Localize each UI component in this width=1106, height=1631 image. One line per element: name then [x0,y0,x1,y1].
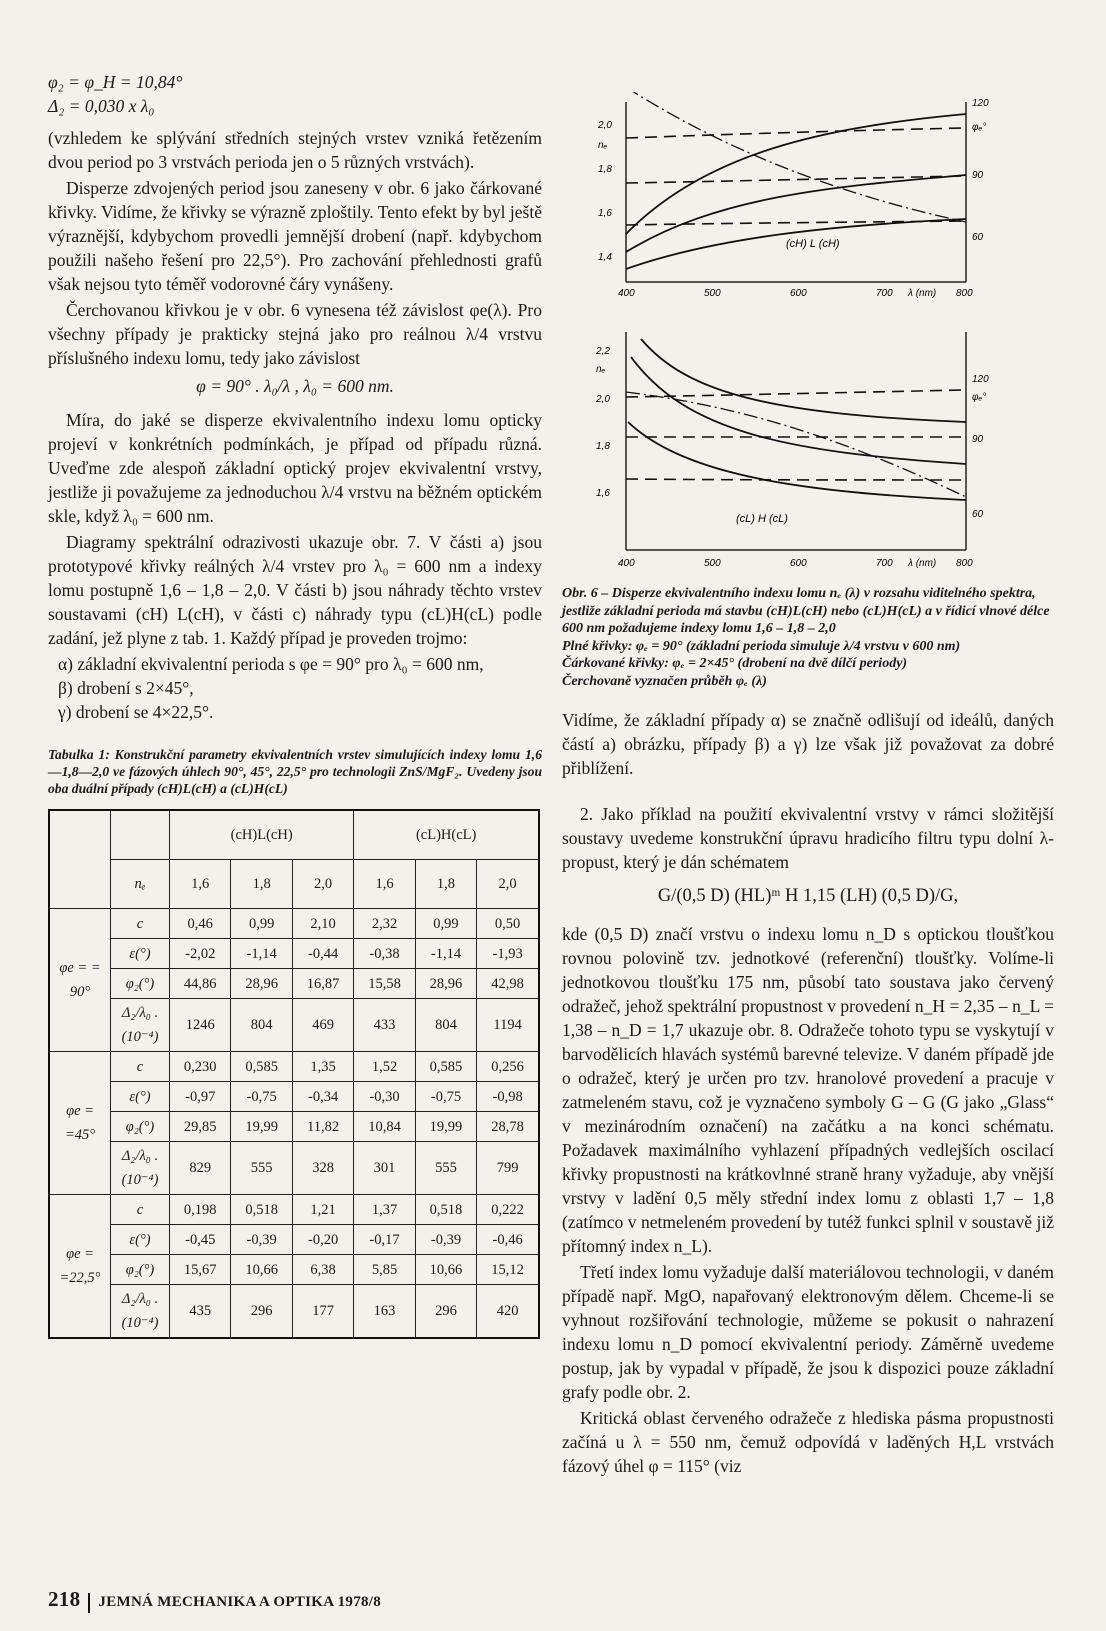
table-param-cell: φ₂(°) [111,969,170,999]
table-cell: 10,66 [415,1255,476,1285]
table-param-cell: Δ₂/λ₀ . (10⁻⁴) [111,1285,170,1339]
table-header-blank [111,810,170,860]
table-cell: 435 [170,1285,231,1339]
y2-tick-label: 60 [972,232,984,243]
table-cell: 799 [477,1142,539,1195]
table-row [49,1225,539,1255]
table-param-cell: Δ₂/λ₀ . (10⁻⁴) [111,1142,170,1195]
table-cell: 29,85 [170,1112,231,1142]
figure-caption [562,585,1054,690]
y2-tick-label: 120 [972,98,989,109]
table-cell: 0,585 [231,1052,292,1082]
paragraph-1: (vzhledem ke splývání středních stejných vrstev vzniká řetězením dvou period po 3 vrstvách perioda jen o 5 různých vrstvách). [48,128,542,172]
table-cell: 296 [231,1285,292,1339]
table-block-label: φe = =45° [49,1052,111,1195]
table-cell: -1,14 [231,939,292,969]
table-cell: 1194 [477,999,539,1052]
figure-caption-line: Čerchovaně vyznačen průběh φₑ (λ) [562,673,767,689]
table-ne-value: 2,0 [292,860,353,909]
y2-axis-label: φₑ° [972,392,987,403]
table-cell: 0,518 [231,1195,292,1225]
table-cell: 1,52 [354,1052,415,1082]
table-cell: 0,50 [477,909,539,939]
table-cell: 555 [415,1142,476,1195]
table-cell: 829 [170,1142,231,1195]
plot-bottom [595,332,989,569]
table-group-header: (cH)L(cH) [170,810,354,860]
paragraph-3: Čerchovanou křivkou je v obr. 6 vynesena též závislost φe(λ). Pro všechny případy je prakticky stejná jako pro reálnou λ/4 vrstvu příslušného indexu lomu, tedy jako závislost [48,300,542,368]
figure-caption-line: Plné křivky: φₑ = 90° (základní perioda simuluje λ/4 vrstvu v 600 nm) [562,638,961,654]
table-cell: -0,46 [477,1225,539,1255]
table-cell: -0,75 [415,1082,476,1112]
table-cell: 2,32 [354,909,415,939]
paragraph-5: Diagramy spektrální odrazivosti ukazuje obr. 7. V části a) jsou prototypové křivky reálných λ/4 vrstev pro λ₀ = 600 nm a indexy lomu postupně 1,6 – 1,8 – 2,0. V části b) jsou náhrady těchto vrstev soustavami (cH) L(cH), v části c) náhrady typu (cL)H(cL) podle zadání, jež plyne z tab. 1. Každý případ je proveden trojmo: [48,532,542,648]
table-cell: -0,38 [354,939,415,969]
equation-phi: φ = 90° . λ₀/λ , λ₀ = 600 nm. [196,376,394,396]
table-cell: 44,86 [170,969,231,999]
list-item-alpha: α) základní ekvivalentní perioda s φe = 90° pro λ₀ = 600 nm, [58,654,484,674]
table-cell: 163 [354,1285,415,1339]
table-body [49,909,539,1339]
x-tick-label: 700 [876,558,893,569]
footer-divider [88,1593,90,1613]
x-tick-label: 600 [790,558,807,569]
table-cell: -0,39 [415,1225,476,1255]
y2-axis-label: φₑ° [972,122,987,133]
table-corner [49,810,111,909]
table-cell: -0,44 [292,939,353,969]
table-ne-value: 1,8 [415,860,476,909]
table-ne-value: 1,6 [170,860,231,909]
table-ne-value: 2,0 [477,860,539,909]
table-cell: -0,39 [231,1225,292,1255]
x-axis-label: λ (nm) [908,288,937,299]
table-cell: 0,256 [477,1052,539,1082]
table-cell: 19,99 [231,1112,292,1142]
table-cell: 42,98 [477,969,539,999]
plot-top [597,92,989,299]
plot-bottom-label: (cL) H (cL) [736,513,788,525]
table-cell: 0,99 [415,909,476,939]
y2-tick-label: 90 [972,170,984,181]
y-axis-label: nₑ [598,140,608,151]
table-cell: 1246 [170,999,231,1052]
table-cell: -0,20 [292,1225,353,1255]
table-cell: 16,87 [292,969,353,999]
x-tick-label: 400 [618,288,635,299]
paragraph-right-3: kde (0,5 D) značí vrstvu o indexu lomu n_D s optickou tloušťkou rovnou polovině tzv. jednotkové (referenční) tloušťky. Volíme-li jednotkovou tloušťku 175 nm, působí tato soustava jako červený odražeč, jehož spektrální propustnost v provedení n_H = 2,35 – n_L = 1,38 – n_D = 1,7 ukazuje obr. 8. Odražeče tohoto typu se vyskytují v barvodělicích hlavách systémů barevné televize. V daném případě jde o odražeč, který je určen pro tzv. hranolové provedení a pracuje v zatmeleném stavu, což je vyznačeno symboly G – G (G jako „Glass“ v mezinárodním označení) na začátku a na konci schématu. Požadavek maximálního vyhlazení případných vedlejších oscilací křivky propustnosti na krátkovlnné straně hrany vyžaduje, aby vnější vrstvy v ladění 0,5 měly střední index lomu z oblasti 1,7 – 1,8 (zatímco v netmeleném provedení by tutéž funkci splnil v soustavě již přítomný index n_L). [562,924,1054,1256]
x-tick-label: 500 [704,288,721,299]
table-cell: 0,518 [415,1195,476,1225]
table-cell: 15,12 [477,1255,539,1285]
table-cell: 19,99 [415,1112,476,1142]
table-cell: -0,97 [170,1082,231,1112]
right-column [562,585,1054,1480]
figure-caption-line: Obr. 6 – Disperze ekvivalentního indexu lomu nₑ (λ) v rozsahu viditelného spektra, jestliže základní perioda má stavbu (cH)L(cH) nebo (cL)H(cL) a v řídicí vlnové délce 600 nm požadujeme indexy lomu 1,6 – 1,8 – 2,0 [562,586,1050,636]
table-cell: -0,34 [292,1082,353,1112]
table-cell: 10,84 [354,1112,415,1142]
table-row [49,1082,539,1112]
x-tick-label: 600 [790,288,807,299]
paragraph-right-5: Kritická oblast červeného odražeče z hlediska pásma propustnosti začíná u λ = 550 nm, čemuž odpovídá v laděných H,L vrstvách fázový úhel φ = 115° (viz [562,1408,1054,1476]
table-param-cell: ε(°) [111,1082,170,1112]
table-cell: 0,99 [231,909,292,939]
y-tick-label: 1,6 [598,208,612,219]
table-cell: 0,46 [170,909,231,939]
table-row [49,1052,539,1082]
y-tick-label: 2,2 [596,346,610,357]
table-group-header: (cL)H(cL) [354,810,539,860]
table-cell: -0,98 [477,1082,539,1112]
filter-formula: G/(0,5 D) (HL)ᵐ H 1,15 (LH) (0,5 D)/G, [657,886,959,906]
table-cell: 301 [354,1142,415,1195]
table-cell: -0,75 [231,1082,292,1112]
table-param-cell: c [111,909,170,939]
parameter-table [48,809,540,1339]
table-cell: 0,198 [170,1195,231,1225]
y2-tick-label: 120 [972,374,989,385]
table-row [49,939,539,969]
table-cell: -0,30 [354,1082,415,1112]
y-tick-label: 2,0 [598,120,612,131]
table-cell: 296 [415,1285,476,1339]
y-tick-label: 1,8 [598,164,612,175]
table-param-cell: ε(°) [111,939,170,969]
left-column [48,70,542,1339]
table-cell: 0,230 [170,1052,231,1082]
table-param-cell: c [111,1195,170,1225]
table-cell: 28,96 [415,969,476,999]
table-cell: 555 [231,1142,292,1195]
table-param-cell: Δ₂/λ₀ . (10⁻⁴) [111,999,170,1052]
table-row [49,1195,539,1225]
paragraph-4: Míra, do jaké se disperze ekvivalentního indexu lomu opticky projeví v konkrétních podmínkách, je případ od případu různá. Uveďme zde alespoň základní optický projev ekvivalentní vrstvy, jestliže ji považujeme za jednoduchou λ/4 vrstvu na běžném optickém skle, když λ₀ = 600 nm. [48,410,542,526]
x-tick-label: 800 [956,558,973,569]
figure-6 [586,92,1016,582]
table-param-cell: φ₂(°) [111,1255,170,1285]
table-cell: 6,38 [292,1255,353,1285]
table-cell: -1,93 [477,939,539,969]
x-axis-label: λ (nm) [908,558,937,569]
table-cell: 0,585 [415,1052,476,1082]
y-axis-label: nₑ [596,364,606,375]
table-cell: 804 [415,999,476,1052]
table-cell: 804 [231,999,292,1052]
table-param-cell: ε(°) [111,1225,170,1255]
paragraph-right-2: 2. Jako příklad na použití ekvivalentní vrstvy v rámci složitější soustavy uvedeme konstrukční úpravu hradicího filtru typu dolní λ-propust, který je dán schématem [562,804,1054,872]
plot-top-label: (cH) L (cH) [786,238,840,250]
table-row [49,1142,539,1195]
table-row [49,1285,539,1339]
x-tick-label: 500 [704,558,721,569]
table-param-cell: φ₂(°) [111,1112,170,1142]
table-cell: -0,45 [170,1225,231,1255]
paragraph-right-1: Vidíme, že základní případy α) se značně odlišují od ideálů, daných částí a) obrázku, případy β) a γ) lze však již považovat za dobré přiblížení. [562,710,1054,778]
table-cell: 0,222 [477,1195,539,1225]
table-cell: 15,67 [170,1255,231,1285]
list-item-gamma: γ) drobení se 4×22,5°. [58,702,214,722]
table-cell: 177 [292,1285,353,1339]
y-tick-label: 1,4 [598,252,612,263]
x-tick-label: 700 [876,288,893,299]
table-cell: 469 [292,999,353,1052]
table-row [49,1255,539,1285]
x-tick-label: 400 [618,558,635,569]
journal-name: JEMNÁ MECHANIKA A OPTIKA 1978/8 [98,1594,382,1610]
table-cell: 2,10 [292,909,353,939]
x-tick-label: 800 [956,288,973,299]
table-row [49,999,539,1052]
table-caption: Tabulka 1: Konstrukční parametry ekvivalentních vrstev simulujících indexy lomu 1,6—1,8—2,0 ve fázových úhlech 90°, 45°, 22,5° pro technologii ZnS/MgF₂. Uvedeny jsou oba duální případy (cH)L(cH) a (cL)H(cL) [48,747,542,796]
table-cell: 1,21 [292,1195,353,1225]
table-param-cell: c [111,1052,170,1082]
page-number: 218 [48,1587,81,1611]
list-item-beta: β) drobení s 2×45°, [58,678,194,698]
table-cell: 5,85 [354,1255,415,1285]
y-tick-label: 2,0 [596,394,610,405]
table-cell: 1,35 [292,1052,353,1082]
page-footer [48,1587,381,1613]
table-ne-value: 1,8 [231,860,292,909]
table-cell: 10,66 [231,1255,292,1285]
table-row [49,909,539,939]
y2-tick-label: 90 [972,434,984,445]
equation-delta2: Δ₂ = 0,030 x λ₀ [48,96,155,116]
table-cell: 328 [292,1142,353,1195]
table-cell: 11,82 [292,1112,353,1142]
y-tick-label: 1,6 [596,488,610,499]
figure-caption-line: Čárkované křivky: φₑ = 2×45° (drobení na dvě dílčí periody) [562,656,908,671]
table-ne-value: 1,6 [354,860,415,909]
y-tick-label: 1,8 [596,441,610,452]
table-cell: 28,78 [477,1112,539,1142]
y2-tick-label: 60 [972,509,984,520]
table-cell: -1,14 [415,939,476,969]
table-cell: 420 [477,1285,539,1339]
equation-phi2: φ₂ = φ_H = 10,84° [48,72,183,92]
table-cell: 433 [354,999,415,1052]
table-row [49,969,539,999]
table-cell: 28,96 [231,969,292,999]
paragraph-2: Disperze zdvojených period jsou zaneseny v obr. 6 jako čárkované křivky. Vidíme, že křivky se výrazně zploštily. Tento efekt by byl ještě výraznější, kdybychom provedli jemnější drobení (např. kdybychom použili našeho řešení pro 22,5°). Pro zachování přehlednosti grafů však nejsou tyto téměř vodorovné čáry vynášeny. [48,178,542,294]
table-cell: 1,37 [354,1195,415,1225]
table-block-label: φe = = 90° [49,909,111,1052]
paragraph-right-4: Třetí index lomu vyžaduje další materiálovou technologii, v daném případě např. MgO, napařovaný elektronovým dělem. Chceme-li se vyhnout rozšiřování technologie, můžeme se pokusit o nahrazení indexu lomu n_D pomocí ekvivalentní periody. Záměrně uvedeme postup, jak by vypadal v případě, že jsou k dispozici pouze základní grafy podle obr. 2. [562,1262,1054,1402]
table-row [49,1112,539,1142]
table-block-label: φe = =22,5° [49,1195,111,1339]
table-cell: 15,58 [354,969,415,999]
table-ne-label: nₑ [111,860,170,909]
table-cell: -0,17 [354,1225,415,1255]
table-cell: -2,02 [170,939,231,969]
